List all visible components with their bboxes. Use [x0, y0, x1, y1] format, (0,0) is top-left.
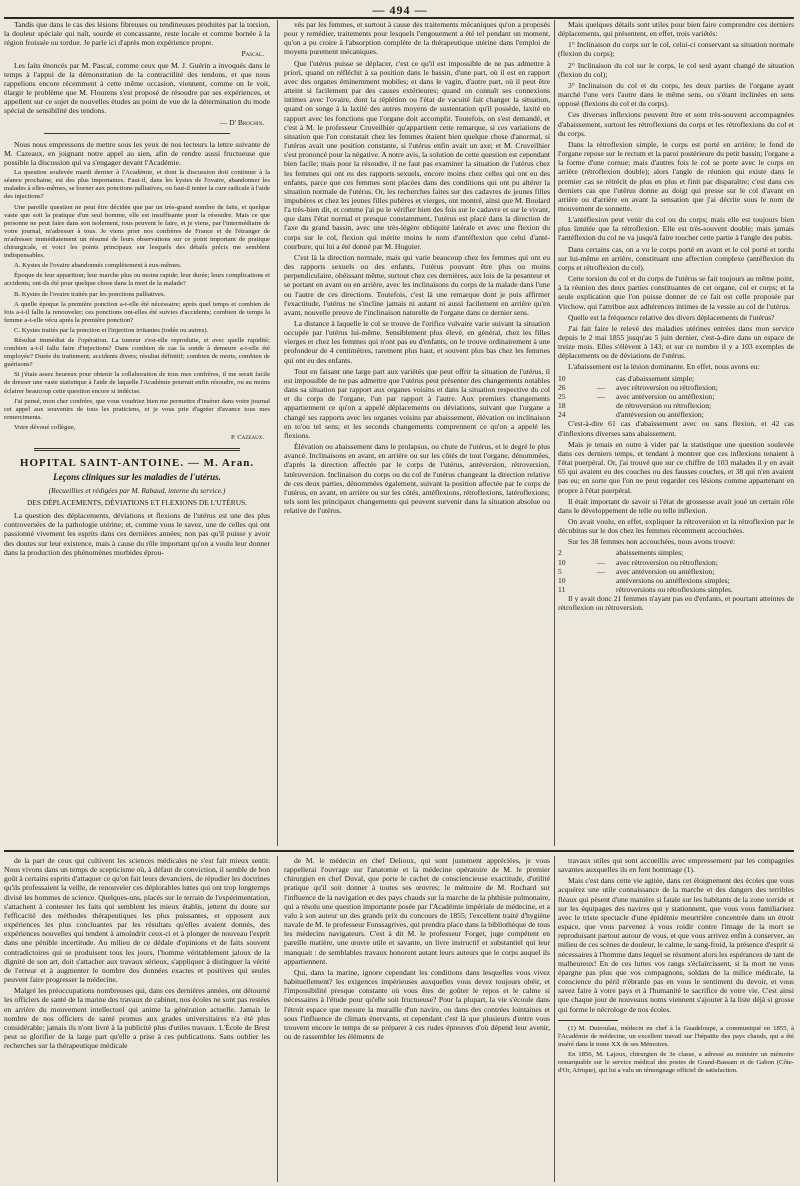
paragraph: C'est-à-dire 61 cas d'abaissement avec ou sans flexion, et 42 cas d'inflexions diverses sans abaissement.: [558, 419, 794, 438]
paragraph: Époque de leur apparition; leur marche plus ou moins rapide; leur durée; leurs complications et accidents; ont-ils été pour quelque chose dans la mort de la malade?: [4, 272, 270, 288]
list-text: rétroversions ou rétroflexions simples.: [616, 585, 733, 595]
list-item: [558, 401, 794, 410]
list-text: avec antéversion ou antéflexion;: [616, 391, 715, 401]
list-item: [558, 392, 794, 401]
column-divider: [554, 856, 555, 1182]
statistics-list-2: [558, 548, 794, 594]
column-divider: [277, 20, 278, 846]
paragraph: L'abaissement est la lésion dominante. En effet, nous avons eu:: [568, 362, 760, 372]
list-dash: [586, 548, 616, 557]
paragraph: Résultat immédiat de l'opération. La tumeur s'est-elle reproduite, et avec quelle rapidité; combien a-t-il fallu faire d'injections? Dans combien de cas la sonde à demeure a-t-elle été employée? Durée du traitement; accidents divers; résultat définitif; combien de morts, combien de guérisons?: [4, 336, 270, 369]
list-dash: [586, 585, 616, 594]
statistics-list-1: [558, 374, 794, 420]
paragraph: Nous nous empressons de mettre sous les yeux de nos lecteurs la lettre suivante de M. Cazeaux, en joignant notre appel au sien, afin de rendre aussi fructueuse que possible la discussion qui va s'engager devant l'Académie.: [4, 139, 270, 168]
paragraph: Dans la rétroflexion simple, le corps est porté en arrière; le fond de l'organe repose sur le rectum et la paroi postérieure du petit bassin; l'organe a la forme d'une cornue; mais d'autres fois le col se porte avec le corps en arrière (rétroflexion double); alors l'angle de réunion qui existe dans le premier cas se rétrécit de plus en plus et finit par disparaître; c'est dans ces derniers cas que l'utérus donne au doigt qui presse sur le col d'avant en arrière ou d'arrière en avant la sensation que j'ai décrite sous le nom de mouvement de sonnette.: [558, 139, 794, 213]
column-right: [558, 20, 794, 846]
paragraph: B. Kystes de l'ovaire traités par les ponctions palliatives.: [14, 290, 166, 298]
paragraph: Mais quelques détails sont utiles pour bien faire comprendre ces derniers déplacements, qui présentent, en effet, trois variétés:: [558, 20, 794, 39]
list-item: [558, 558, 794, 567]
list-text: avec antéversion ou antéflexion;: [616, 566, 715, 576]
paragraph: Malgré les préoccupations nombreuses qui, dans ces dernières années, ont détourné les officiers de santé de la marine des travaux de cabinet, nos écoles ne sont pas restées en arrière du mouvement intellectuel qui anime la génération actuelle. Jamais le nombre de nos officiers de santé promus aux grades universitaires n'a été plus considérable; jamais ils n'ont livré à la publicité plus d'utiles travaux. L'École de Brest peut se glorifier de la large part qu'elle a prise à ces publications. Sans oublier les recherches sur la thérapeutique médicale: [4, 986, 270, 1051]
list-text: avec rétroversion ou rétroflexion;: [616, 557, 718, 567]
paragraph: vés par les femmes, et surtout à cause des traitements mécaniques qu'on a proposés pour y remédier, traitements pour lesquels l'engouement a été tel pendant un moment, qu'on a pu croire à l'absorption complète de la thérapeutique utérine dans l'emploi de moyens purement mécaniques.: [284, 20, 550, 57]
paragraph: Si j'étais assez heureux pour obtenir la collaboration de tous mes confrères, il me serait facile de dresser une vaste statistique à l'aide de laquelle l'Académie pourrait enfin résoudre, ou au moins éclairer beaucoup cette question encore si indécise.: [4, 371, 270, 395]
paragraph: On avait voulu, en effet, expliquer la rétroversion et la rétroflexion par le décubitus sur le dos chez les femmes récemment accouchées.: [558, 516, 794, 536]
list-text: abaissements simples;: [616, 548, 684, 558]
section-heading: HOPITAL SAINT-ANTOINE. — M. Aran.: [19, 457, 255, 470]
list-count: 10: [558, 575, 566, 585]
list-count: 18: [558, 401, 566, 411]
paragraph: 1° Inclinaison du corps sur le col, celui-ci conservant sa situation normale (flexion du corps);: [558, 40, 794, 59]
list-text: antéversions ou antéflexions simples;: [616, 575, 730, 585]
list-item: [558, 548, 794, 557]
list-item: [558, 576, 794, 585]
paragraph: Mais c'est dans cette vie agitée, dans cet éloignement des écoles que vous acquérez une utile connaissance de la marche et des dangers des terribles fléaux qui pèsent d'une manière si fatale sur les habitants de la zone torride et sur les équipages des navires qui y stationnent, que vous vous familiarisez avec le triste spectacle d'une épidémie meurtrière concentrée dans un étroit espace, que vous parvenez à vous roidir contre l'image de la mort se reproduisant partout autour de vous, et que vous arrivez enfin à conserver, au milieu de ces scènes de douleur, le calme, le sang-froid, la présence d'esprit si nécessaires à l'homme dans lequel se résument alors les espérances de tant de malheureux! En de ces luttes vos rangs s'éclaircissent, si la mort ne vous épargne pas plus que vos compagnons, soldats de la milice médicale, la conscience du péril n'ébranle pas en vous le sentiment du devoir, et vous savez faire à votre pays et à l'humanité le sacrifice de votre vie. C'est ainsi que chaque jour de nouveaux noms viennent s'ajouter à la liste déjà si grosse qui forme le nécrologe de nos écoles.: [558, 876, 794, 1014]
feuilleton-column-left: [4, 856, 270, 1182]
paragraph: de M. le médecin en chef Delioux, qui sont justement appréciées, je vous rappellerai l'ouvrage sur l'anatomie et la médecine opératoire de M. le premier chirurgien en chef Duval, que porte le cachet de consciencieuse exactitude, d'utilité pratique qu'il soit donner à toutes ses œuvres; le mémoire de M. Rochard sur l'influence de la navigation et des pays chauds sur la marche de la phthisie pulmonaire, qui a résolu une question importante posée par l'Académie impériale de médecine, et a valu à son auteur un des grands prix du concours de 1855; l'excellent traité d'hygiène navale de M. le professeur Fonssagrives, qui prendra place dans la bibliothèque de tous les médecins navigateurs. C'est à dit M. le professeur Forget, juge compétent en pareille matière, une œuvre utile et savante, un livre instructif et substantiel qui leur manquait : de semblables travaux honorent autant leurs auteurs que le corps auquel ils appartiennent.: [284, 856, 550, 966]
page-number: — 494 —: [372, 3, 428, 17]
list-text: cas d'abaissement simple;: [616, 373, 695, 383]
footnote: (1) M. Dutroulau, médecin en chef à la Guadeloupe, a communiqué en 1855, à l'Académie de médecine, un excellent travail sur l'hépatite des pays chauds, qui a été inséré dans le tome XX de ses Mémoires.: [558, 1024, 794, 1048]
list-text: de rétroversion ou rétroflexion;: [616, 401, 712, 411]
paragraph: Ces diverses inflexions peuvent être et sont très-souvent accompagnées d'abaissement, surtout les rétroflexions du corps et les rétroflexions du col et du corps.: [558, 110, 794, 138]
list-text: avec rétroversion ou rétroflexion;: [616, 382, 718, 392]
paragraph: A quelle époque la première ponction a-t-elle été nécessaire; après quel temps et combien de fois a-t-il fallu la renouveler; ces ponctions ont-elles été suivies d'accidents; combien de temps la femme a-t-elle vécu après la première ponction?: [4, 300, 270, 324]
list-count: 24: [558, 410, 566, 420]
paragraph: La distance à laquelle le col se trouve de l'orifice vulvaire varie suivant la situation occupée par l'utérus lui-même. Sensiblement plus élevé, en général, chez les filles vierges et chez les femmes qui n'ont pas eu d'enfants, on le trouve ordinairement à une profondeur de 4 centimètres, rarement plus haut, et souvent plus bas chez les femmes qui ont eu des enfants.: [284, 319, 550, 365]
closing: Votre dévoué collègue,: [14, 423, 76, 431]
feuilleton-column-right: [558, 856, 794, 1182]
divider: [34, 448, 240, 451]
paragraph: L'antéflexion peut venir du col ou du corps; mais elle est toujours bien plus limitée que la rétroflexion. Elle est très-souvent double; mais jamais l'antéflexion du col ne va jusqu'à faire toucher cette partie à l'angle des pubis.: [558, 215, 794, 243]
paragraph: Dans certains cas, on a vu le corps porté en avant et le col porté et tordu sur lui-même en arrière, constituant une affection complexe (antéflexion du corps et rétroflexion du col).: [558, 244, 794, 272]
list-item: [558, 410, 794, 419]
paragraph: Que l'utérus puisse se déplacer, c'est ce qu'il est impossible de ne pas admettre à priori, quand on réfléchit à sa position dans le bassin, d'une part, où il est en rapport avec des organes éminemment mobiles; et dans le vagin, d'autre part, où il peut être atteint si facilement par des causes extérieures; quand on connaît ses connexions intimes avec l'ovaire, dont la réplétion ou l'état de vacuité fait changer la situation, quand on songe à la laxité des autres moyens de sustentation qu'il possède, laxité en rapport avec les fonctions que l'organe doit accomplir. Toutefois, on s'est demandé, et c'est à M. le professeur Cruveilhier qu'appartient cette remarque, si ces variations de situation que l'on constatait chez les femmes étaient bien quelque chose d'anormal, si l'utérus avait une position constante, si l'utérus enfin avait un axe; et M. Cruveilhier s'est prononcé pour la négative. A notre avis, la solution de cette question est cependant bien facile; mais pour la résoudre, il ne faut pas examiner la situation de l'utérus chez les femmes qui ont eu des rapports sexuels, encore moins chez celles qui ont eu des enfants, parce que ces femmes sont placées dans des conditions qui ont pu altérer la situation normale de l'utérus. Or, les recherches faites sur des cadavres de jeunes filles impubères et chez les jeunes filles pubères et vierges, ont montré, ainsi que M. Boulard l'a très-bien dit, et comme j'ai pu le vérifier bien des fois sur le cadavre et sur le vivant, que dans l'état normal et presque constamment, l'utérus est placé dans la direction de l'axe du grand bassin, avec une très-légère obliquité latérale et avec une flexion du corps sur le col, flexion qui mérite moins le nom d'antéflexion que celui d'anté-courbure, qui lui a été donné par M. Huguier.: [284, 58, 550, 251]
list-count: 26: [558, 382, 566, 392]
list-dash: [586, 410, 616, 419]
list-dash: —: [597, 382, 605, 392]
list-dash: [586, 576, 616, 585]
paragraph: de la part de ceux qui cultivent les sciences médicales ne s'est fait mieux sentir. Nous vivons dans un temps de scepticisme où, à défaut de conviction, il semble de bon goût à certains esprits d'attaquer ce qu'on fait leurs devanciers, de répudier les doctrines qu'ils professaient la veille, de renouveler ces déplorables luttes qui ont trop longtemps divisé les hommes de science. Quelques-uns, placés sur le terrain de l'expérimentation, s'attachent à contester les faits qui semblent les mieux établis, jettent du doute sur l'efficacité des méthodes thérapeutiques les plus puissantes, et opposent aux expériences les plus concluantes par les résultats qu'elles avaient donnés, des expériences nouvelles qui tendent à amoindrir ceux-ci et à plonger de nouveau l'esprit dans une pénible incertitude. Au milieu de ce dédale d'opinions et de faits souvent contradictoires qui se produisent tous les jours, l'homme véritablement jaloux de la dignité de son art, doit s'attacher aux travaux sérieux, s'appliquer à distinguer la vérité de l'erreur et à augmenter le nombre des données exactes et positives qui seules peuvent faire progresser la médecine.: [4, 856, 270, 985]
list-item: [558, 383, 794, 392]
list-dash: [586, 374, 616, 383]
paragraph: Une pareille question ne peut être décidée que par un très-grand nombre de faits, et quelque vaste que soit la pratique d'un seul homme, elle est insuffisante pour la résoudre. Mais ce que personne ne peut faire dans son isolement, tous peuvent le faire, et je viens, par l'intermédiaire de votre journal, m'adresser à tous. Je viens prier nos confrères de France et de l'étranger de m'adresser immédiatement un résumé de leurs observations sur ce point important de pratique chirurgicale, et voici les points principaux sur lesquels des détails précis me semblent indispensables.: [4, 203, 270, 260]
list-dash: —: [597, 566, 605, 576]
column-left: [4, 20, 270, 846]
list-count: 25: [558, 391, 566, 401]
paragraph: Il y avait donc 21 femmes n'ayant pas eu d'enfants, et pourtant atteintes de rétroflexion ou rétroversion.: [558, 594, 794, 613]
paragraph: Quelle est la fréquence relative des divers déplacements de l'utérus?: [568, 312, 775, 322]
list-count: 2: [558, 548, 562, 558]
list-item: [558, 585, 794, 594]
paragraph: Élévation ou abaissement dans le prolapsus, ou chute de l'utérus, et le degré le plus avancé. Inclinaisons en avant, en arrière ou sur les côtés de tout l'organe, dénommées, d'après la direction affectée par le corps de l'utérus, antéversion, rétroversion, latéroversion. Inclinaison du corps ou du col de l'utérus changeant la direction relative de ces deux parties, dénommées également, suivant la position affectée par le corps de l'utérus, en avant, en arrière ou sur les côtés, antéflexions, rétroflexions, latéroflexions; tels sont les principaux changements qui peuvent survenir dans la situation absolue ou relative de l'utérus.: [284, 442, 550, 516]
list-dash: —: [597, 391, 605, 401]
paragraph: C'est là la direction normale, mais qui varie beaucoup chez les femmes qui ont eu des rapports sexuels ou des enfants, l'utérus pouvant être plus ou moins perpendiculaire, obéissant même, surtout chez ces dernières, aux lois de la pesanteur et se portant en avant ou en arrière, avec les inclinaisons du corps de la malade dans l'une ou l'autre de ces directions. Toutefois, c'est là une remarque dont je puis affirmer l'exactitude, l'utérus ne s'incline jamais ni autant ni aussi facilement en arrière qu'en avant, nouvelle preuve de l'inclinaison naturelle de l'organe dans ce dernier sens.: [284, 252, 550, 317]
list-count: 10: [558, 557, 566, 567]
list-count: 10: [558, 373, 566, 383]
top-rule: [4, 17, 794, 19]
column-divider: [277, 856, 278, 1182]
list-dash: —: [597, 557, 605, 567]
signature: — D' Brochin.: [219, 117, 264, 127]
list-count: 11: [558, 585, 566, 595]
lecture-title: Leçons cliniques sur les maladies de l'utérus.: [53, 472, 221, 483]
paragraph: travaux utiles qui sont accueillis avec empressement par les compagnies savantes auxquelles ils en font hommage (1).: [558, 856, 794, 875]
list-text: d'antéversion ou antéflexion;: [616, 410, 704, 420]
subsection-heading: DES DÉPLACEMENTS, DÉVIATIONS ET FLEXIONS DE L'UTÉRUS.: [26, 498, 248, 508]
paragraph: A. Kystes de l'ovaire abandonnés complètement à eux-mêmes.: [14, 262, 182, 270]
list-count: 5: [558, 566, 562, 576]
paragraph: La question soulevée mardi dernier à l'Académie, et dont la discussion doit continuer à la séance prochaine, est des plus importantes. Faut-il, dans les kystes de l'ovaire, abandonner les malades à elles-mêmes, se borner aux ponctions palliatives, ou faut-il tenter la cure radicale à l'aide des injections?: [4, 169, 270, 201]
feuilleton-column-middle: [284, 856, 550, 1182]
paragraph: Cette torsion du col et du corps de l'utérus se fait toujours au même point, à la réunion des deux parties constituantes de cet organe, col et corps; et la seule explication que l'on puisse donner de ce fait est celle proposée par Virchow, qui l'attribue aux adhérences intimes de la vessie au col de l'utérus.: [558, 274, 794, 311]
byline: (Recueillies et rédigées par M. Rabaud, interne du service.): [48, 486, 226, 496]
footnote-rule: [558, 1020, 618, 1021]
paragraph: Mais je tenais en outre à vider par la statistique une question soulevée dans ces derniers temps, et tendant à montrer que ces inflexions tenaient à l'état puerpéral. Or, j'ai trouvé que sur ce chiffre de 103 malades il y en avait 65 qui avaient eu des couches ou des fausses couches, et 38 qui n'en avaient pas eu; en sorte que l'on ne peut regarder ces lésions comme appartenant en propre à l'état puerpéral.: [558, 439, 794, 495]
paragraph: Les faits énoncés par M. Pascal, comme ceux que M. J. Guérin a invoqués dans le temps à l'appui de la démonstration de la contractilité des tendons, et que nous rappelions encore récemment à cette même occasion, viennent, comme on le voit, élargir le problème que M. Flourens s'est proposé de résoudre par ses expériences, et appellent sur ce sujet de nouvelles études au point de vue de la détermination du mode spécial de sensibilité des tendons.: [4, 60, 270, 116]
column-divider: [554, 20, 555, 846]
signature: P. Cazeaux.: [230, 434, 264, 441]
signature: Pascal.: [241, 49, 264, 59]
list-item: [558, 567, 794, 576]
column-middle: [284, 20, 550, 846]
paragraph: Tandis que dans le cas des lésions fibreuses ou tendineuses produites par la torsion, la douleur spéciale qui naît, sourde et concassante, reste locale et comme bornée à la région froissée ou tordue. Je parle ici d'après mon expérience propre.: [4, 20, 270, 48]
paragraph: Qui, dans la marine, ignore cependant les conditions dans lesquelles vous vivez habituellement? les exigences impérieuses auxquelles vous devez toujours obéir, et l'impossibilité presque constante où vous êtes de goûter le repos et le calme si nécessaires à l'étude pour qu'elle soit fructueuse? Pour la plupart, la vie s'écoule dans l'étroit espace que mesure la muraille d'un navire, ou dans des contrées lointaines et sous l'influence de climats énervants, et cependant c'est là que plusieurs d'entre vous trouvent encore le temps de se préparer à ces rudes épreuves d'où dépend leur avenir, ou de rassembler les éléments de: [284, 967, 550, 1041]
paragraph: Tout en faisant une large part aux variétés que peut offrir la situation de l'utérus, il est impossible de ne pas admettre que l'utérus peut présenter des changements notables dans sa situation par rapport aux organes voisins et dans la situation respective du col et du corps de l'organe, l'un par rapport à l'autre. Aux premiers changements appartiennent ce qu'on a appelé déplacements ou déviations, suivant que l'organe a changé ses rapports avec les organes voisins par abaissement, élévation ou inclinaison en to'ou tel sens; et les seconds changements comprennent ce qu'on a appelé les flexions.: [284, 366, 550, 440]
list-item: [558, 374, 794, 383]
paragraph: C. Kystes traités par la ponction et l'injection irritantes (iodée ou autres).: [14, 326, 209, 334]
footnote: En 1856, M. Lajoux, chirurgien de 3e classe, a adressé au ministre un mémoire remarquable sur le service médical des postes de Grand-Bassam et de Gabon (Côte-d'Or, Afrique), qui lui a valu un témoignage officiel de satisfaction.: [558, 1050, 794, 1075]
paragraph: Sur les 38 femmes non accouchées, nous avons trouvé:: [568, 537, 736, 547]
paragraph: J'ai fait faire le relevé des maladies utérines entrées dans mon service depuis le 2 mai 1855 jusqu'au 5 juin dernier, c'est-à-dire dans un espace de treize mois. Elles s'élèvent à 143; et sur ce nombre il y a 103 exemples de déplacements ou de déviations de l'utérus.: [558, 323, 794, 361]
paragraph: La question des déplacements, déviations et flexions de l'utérus est une des plus controversées de la pathologie utérine; et, comme vous le savez, une de celles qui ont passionné vivement les esprits dans ces dernières années; non pas qu'il puisse y avoir des doutes sur leur existence, mais à cause du rôle important qu'on a voulu leur donner dans la production des phénomènes morbides éprou-: [4, 511, 270, 557]
paragraph: Il était important de savoir si l'état de grossesse avait joué un certain rôle dans le développement de telle ou telle inflexion.: [558, 496, 794, 515]
list-dash: [586, 401, 616, 410]
paragraph: 2° Inclinaison du col sur le corps, le col seul ayant changé de situation (flexion du col);: [558, 60, 794, 79]
feuilleton-rule: [4, 850, 794, 852]
paragraph: J'ai pensé, mon cher confrère, que vous voudriez bien me permettre d'insérer dans votre journal cet appel aux souvenirs de tous les praticiens, et je vous prie d'agréer d'avance tous mes remerciments.: [4, 397, 270, 421]
divider: [44, 133, 230, 134]
paragraph: 3° Inclinaison du col et du corps, les deux parties de l'organe ayant marché l'une vers l'autre dans le même sens, ou s'étant inclinées en sens opposé (flexions du col et du corps).: [558, 80, 794, 109]
